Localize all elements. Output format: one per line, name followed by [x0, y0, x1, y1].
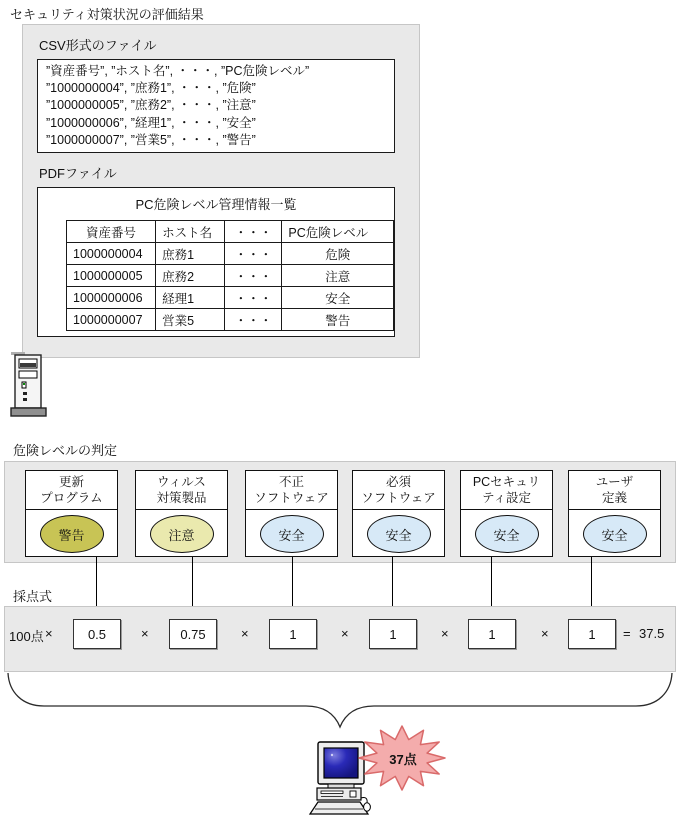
- title-line: ティ設定: [481, 491, 531, 505]
- table-row: [67, 265, 394, 287]
- header-host-name: ホスト名: [156, 221, 225, 243]
- factor-box: 0.5: [73, 619, 121, 649]
- factor-box: 0.75: [169, 619, 217, 649]
- cell-level: 安全: [282, 287, 394, 309]
- table-row: [67, 309, 394, 331]
- status-ellipse: 安全: [583, 515, 647, 553]
- factor-box: 1: [269, 619, 317, 649]
- judgment-item-title: [246, 471, 337, 510]
- cell-level: 危険: [282, 243, 394, 265]
- title-line: 更新: [58, 474, 84, 489]
- table-header-row: [67, 221, 394, 243]
- csv-file-label: CSV形式のファイル: [39, 38, 157, 53]
- server-icon: [10, 350, 48, 418]
- title-line: ソフトウェア: [361, 491, 436, 505]
- cell-level: 注意: [282, 265, 394, 287]
- required-software-box: [352, 470, 445, 557]
- multiply-sign: ×: [341, 626, 349, 641]
- pdf-table-title: PC危険レベル管理情報一覧: [135, 197, 297, 212]
- cell-asset: 1000000007: [67, 309, 156, 331]
- cell-asset: 1000000005: [67, 265, 156, 287]
- header-risk-level: PC危険レベル: [282, 221, 394, 243]
- multiply-sign: ×: [241, 626, 249, 641]
- title-line: 定義: [601, 491, 627, 505]
- judgment-section-label: 危険レベルの判定: [13, 443, 118, 458]
- csv-line: ”資産番号”, ”ホスト名”, ・・・, ”PC危険レベル”: [46, 64, 310, 78]
- status-ellipse: 注意: [150, 515, 214, 553]
- formula-panel: [4, 606, 676, 672]
- cell-level: 警告: [282, 309, 394, 331]
- csv-line: ”1000000006”, ”経理1”, ・・・, ”安全”: [46, 115, 256, 130]
- antivirus-product-box: [135, 470, 228, 557]
- cell-ellipsis: ・・・: [225, 309, 282, 331]
- title-line: プログラム: [40, 491, 103, 505]
- pdf-file-label: PDFファイル: [39, 166, 117, 181]
- pc-security-setting-box: [460, 470, 553, 557]
- cell-ellipsis: ・・・: [225, 265, 282, 287]
- judgment-item-title: [569, 471, 660, 510]
- title-line: 対策製品: [156, 491, 207, 505]
- csv-line: ”1000000005”, ”庶務2”, ・・・, ”注意”: [46, 98, 256, 113]
- csv-line: ”1000000004”, ”庶務1”, ・・・, ”危険”: [46, 81, 256, 96]
- judgment-item-title: [461, 471, 552, 510]
- update-program-box: [25, 470, 118, 557]
- table-row: [67, 287, 394, 309]
- factor-box: 1: [369, 619, 417, 649]
- multiply-sign: ×: [441, 626, 449, 641]
- header-asset-number: 資産番号: [67, 221, 156, 243]
- brace: [4, 670, 676, 732]
- csv-file-box: [37, 59, 395, 153]
- title-line: 必須: [385, 474, 411, 489]
- cell-host: 庶務1: [156, 243, 225, 265]
- score-badge: 37点: [389, 752, 417, 767]
- cell-asset: 1000000006: [67, 287, 156, 309]
- title-line: ウィルス: [157, 474, 206, 489]
- user-defined-box: [568, 470, 661, 557]
- evaluation-result-panel: [22, 24, 420, 358]
- multiply-sign: ×: [541, 626, 549, 641]
- title-line: ソフトウェア: [254, 491, 329, 505]
- pc-risk-level-table: [66, 220, 394, 331]
- judgment-item-title: [353, 471, 444, 510]
- status-ellipse: 安全: [367, 515, 431, 553]
- status-ellipse: 安全: [475, 515, 539, 553]
- multiply-sign: ×: [45, 626, 53, 641]
- formula-base-score: 100点: [9, 629, 44, 644]
- title-line: 不正: [278, 474, 304, 489]
- cell-asset: 1000000004: [67, 243, 156, 265]
- cell-ellipsis: ・・・: [225, 243, 282, 265]
- equals-sign: =: [623, 626, 631, 641]
- formula-section-label: 採点式: [13, 589, 53, 604]
- status-ellipse: 安全: [260, 515, 324, 553]
- title-line: ユーザ: [595, 474, 634, 489]
- table-row: [67, 243, 394, 265]
- formula-result: 37.5: [639, 626, 665, 641]
- header-ellipsis: ・・・: [225, 221, 282, 243]
- cell-ellipsis: ・・・: [225, 287, 282, 309]
- cell-host: 庶務2: [156, 265, 225, 287]
- factor-box: 1: [468, 619, 516, 649]
- multiply-sign: ×: [141, 626, 149, 641]
- pdf-file-box: [37, 187, 395, 337]
- cell-host: 経理1: [156, 287, 225, 309]
- title-line: PCセキュリ: [472, 474, 541, 489]
- csv-line: ”1000000007”, ”営業5”, ・・・, ”警告”: [46, 132, 256, 147]
- judgment-item-title: [136, 471, 227, 510]
- cell-host: 営業5: [156, 309, 225, 331]
- unauthorized-software-box: [245, 470, 338, 557]
- judgment-item-title: [26, 471, 117, 510]
- page-title: セキュリティ対策状況の評価結果: [10, 7, 204, 22]
- factor-box: 1: [568, 619, 616, 649]
- status-ellipse: 警告: [40, 515, 104, 553]
